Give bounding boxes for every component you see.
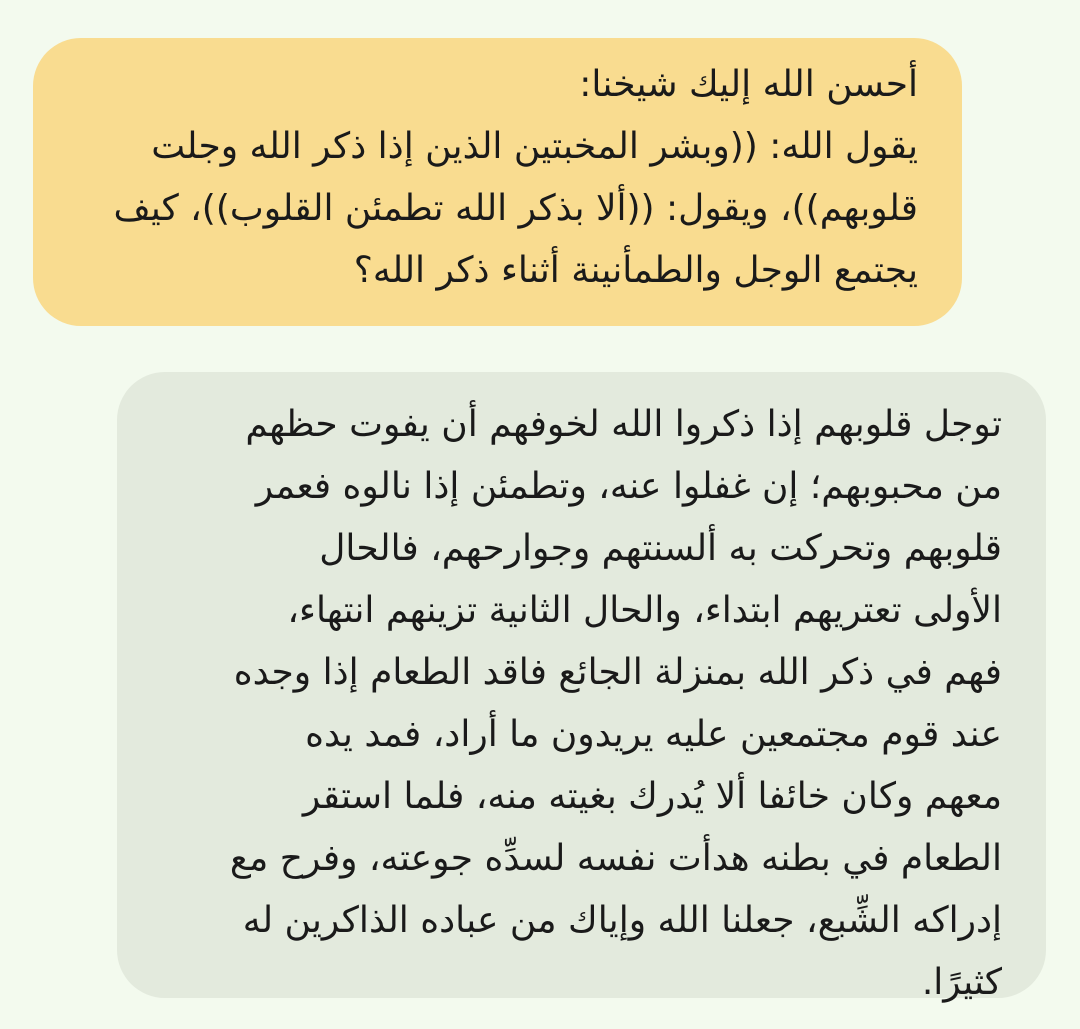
answer-line: من محبوبهم؛ إن غفلوا عنه، وتطمئن إذا نالوه فعمر [255, 466, 1002, 507]
answer-line: توجل قلوبهم إذا ذكروا الله لخوفهم أن يفوت حظهم [245, 404, 1002, 445]
question-line: يقول الله: ((وبشر المخبتين الذين إذا ذكر الله وجلت [151, 126, 918, 167]
answer-line: إدراكه الشِّبع، جعلنا الله وإياك من عباده الذاكرين له [242, 900, 1002, 941]
answer-line: معهم وكان خائفا ألا يُدرك بغيته منه، فلما استقر [302, 776, 1002, 817]
answer-line: فهم في ذكر الله بمنزلة الجائع فاقد الطعام إذا وجده [233, 652, 1002, 693]
question-line: أحسن الله إليك شيخنا: [579, 64, 918, 105]
question-line: قلوبهم))، ويقول: ((ألا بذكر الله تطمئن القلوب))، كيف [113, 188, 918, 229]
answer-line: كثيرًا. [921, 962, 1002, 1003]
answer-line: الطعام في بطنه هدأت نفسه لسدِّه جوعته، وفرح مع [229, 838, 1002, 879]
answer-line: قلوبهم وتحركت به ألسنتهم وجوارحهم، فالحال [319, 528, 1002, 569]
answer-line: الأولى تعتريهم ابتداء، والحال الثانية تزينهم انتهاء، [287, 590, 1002, 631]
answer-message-bubble[interactable] [117, 372, 1046, 1003]
question-message-bubble[interactable] [33, 38, 962, 326]
answer-line: عند قوم مجتمعين عليه يريدون ما أراد، فمد يده [305, 714, 1002, 755]
question-line: يجتمع الوجل والطمأنينة أثناء ذكر الله؟ [353, 250, 918, 291]
